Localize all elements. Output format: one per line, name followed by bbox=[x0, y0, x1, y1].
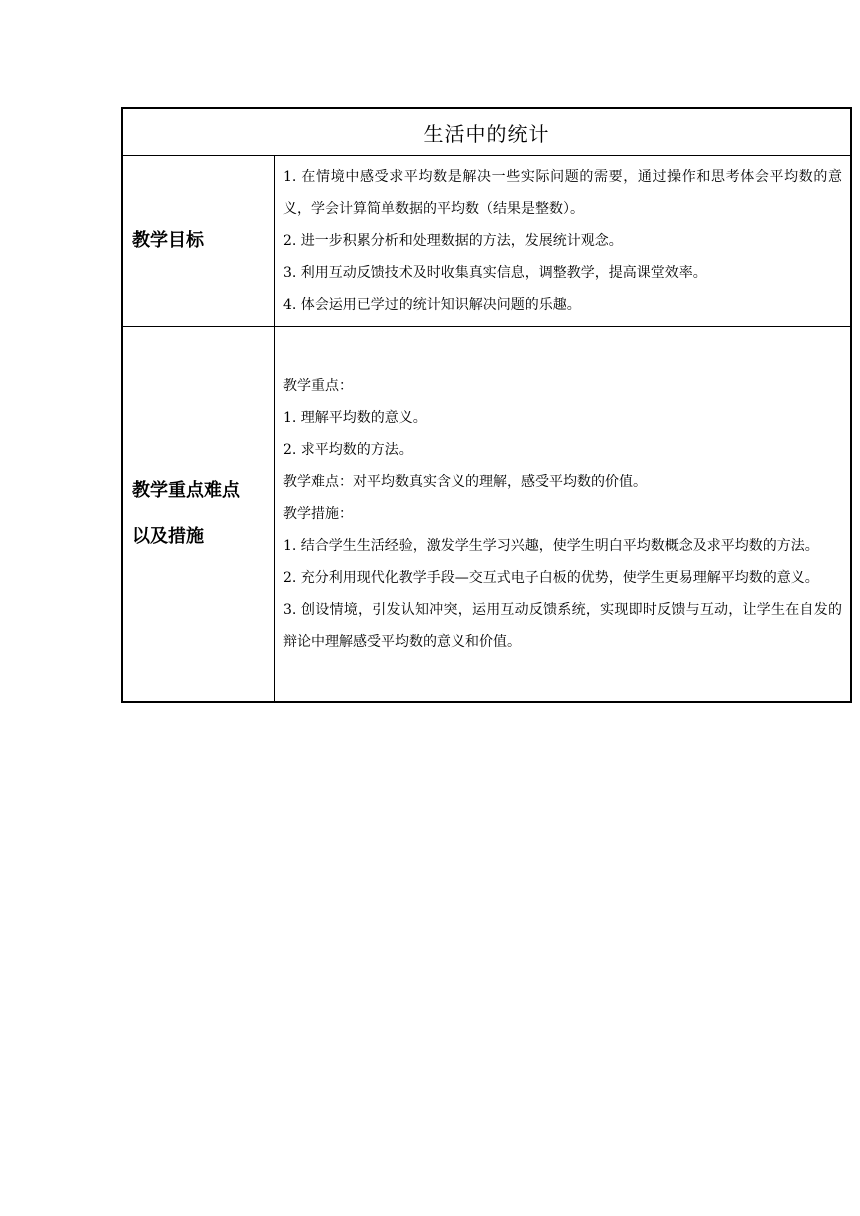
goal-item: 4. 体会运用已学过的统计知识解决问题的乐趣。 bbox=[283, 297, 581, 313]
key-points-row bbox=[122, 327, 851, 703]
measure-item: 2. 充分利用现代化教学手段—交互式电子白板的优势，使学生更易理解平均数的意义。 bbox=[283, 570, 819, 586]
lesson-plan-table bbox=[121, 107, 852, 703]
measure-item: 3. 创设情境，引发认知冲突，运用互动反馈系统，实现即时反馈与互动，让学生在自发的辩论中理解感受平均数的意义和价值。 bbox=[283, 602, 842, 650]
document-title: 生活中的统计 bbox=[122, 108, 851, 156]
key-points-label bbox=[122, 327, 275, 703]
key-points-content bbox=[275, 327, 852, 703]
key-point-item: 1. 理解平均数的意义。 bbox=[283, 410, 427, 426]
measure-item: 1. 结合学生生活经验，激发学生学习兴趣，使学生明白平均数概念及求平均数的方法。 bbox=[283, 538, 819, 554]
difficulty-text: 教学难点：对平均数真实含义的理解，感受平均数的价值。 bbox=[283, 474, 647, 490]
teaching-goals-content bbox=[275, 156, 852, 327]
key-points-label-line1: 教学重点难点 bbox=[132, 480, 240, 501]
title-row bbox=[122, 108, 851, 156]
goal-item: 1. 在情境中感受求平均数是解决一些实际问题的需要，通过操作和思考体会平均数的意义，学会计算简单数据的平均数（结果是整数）。 bbox=[283, 169, 842, 217]
key-points-label-line2: 以及措施 bbox=[132, 526, 204, 547]
teaching-goals-row bbox=[122, 156, 851, 327]
goal-item: 2. 进一步积累分析和处理数据的方法，发展统计观念。 bbox=[283, 233, 623, 249]
goal-item: 3. 利用互动反馈技术及时收集真实信息，调整教学，提高课堂效率。 bbox=[283, 265, 707, 281]
teaching-goals-label: 教学目标 bbox=[122, 156, 275, 327]
key-point-item: 2. 求平均数的方法。 bbox=[283, 442, 413, 458]
key-points-heading: 教学重点： bbox=[283, 378, 353, 394]
measures-heading: 教学措施： bbox=[283, 506, 353, 522]
